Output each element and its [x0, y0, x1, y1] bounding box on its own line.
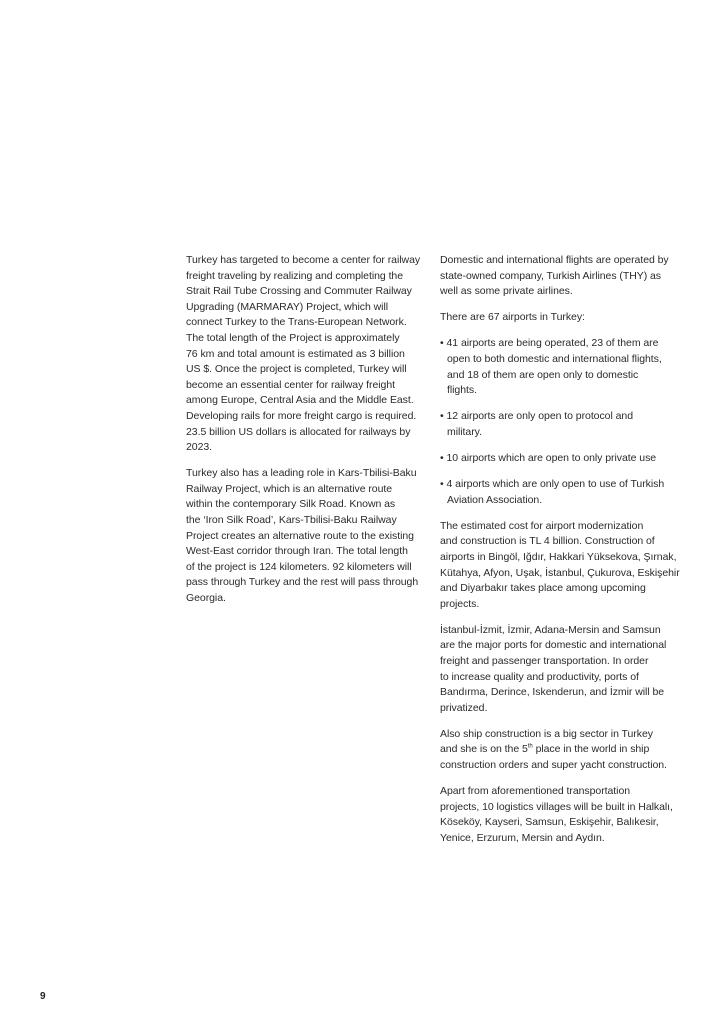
text-line: and Diyarbakır takes place among upcoming	[440, 582, 646, 595]
text-line: Domestic and international flights are operated by	[440, 254, 669, 266]
text-line: There are 67 airports in Turkey:	[440, 311, 585, 324]
text-line: state-owned company, Turkish Airlines (THY) as	[440, 269, 662, 282]
bullet-item	[440, 451, 686, 467]
text-line: The estimated cost for airport modernization	[440, 519, 644, 532]
text-line: Developing rails for more freight cargo is required.	[186, 409, 417, 422]
bullet-line: flights.	[447, 384, 477, 397]
text-line: Railway Project, which is an alternative route	[186, 482, 393, 495]
text-line: become an essential center for railway freight	[186, 378, 395, 391]
text-line: of the project is 124 kilometers. 92 kilometers will	[186, 560, 412, 573]
text-fragment: and she is on the 5	[440, 743, 528, 756]
text-line: projects, 10 logistics villages will be built in Halkalı,	[440, 800, 673, 813]
text-line: the ‘Iron Silk Road’, Kars-Tbilisi-Baku Railway	[186, 514, 397, 526]
bullet-line: • 12 airports are only open to protocol and	[440, 410, 633, 423]
text-line: within the contemporary Silk Road. Known as	[186, 498, 396, 511]
text-line: Project creates an alternative route to the existing	[186, 529, 414, 542]
text-line: airports in Bingöl, Iğdır, Hakkari Yüksekova, Şırnak,	[440, 550, 677, 563]
bullet-line: • 41 airports are being operated, 23 of them are	[440, 337, 659, 350]
text-line: pass through Turkey and the rest will pass through	[186, 576, 419, 589]
right-column	[440, 253, 686, 857]
text-line: well as some private airlines.	[440, 285, 573, 298]
text-line: US $. Once the project is completed, Turkey will	[186, 363, 407, 376]
silk-road-paragraph	[186, 466, 432, 606]
text-line: freight traveling by realizing and completing the	[186, 269, 404, 282]
text-line: West-East corridor through Iran. The total length	[186, 545, 408, 558]
ordinal-superscript: th	[527, 743, 533, 750]
text-line: Turkey also has a leading role in Kars-Tbilisi-Baku	[186, 467, 417, 480]
airlines-paragraph	[440, 253, 686, 300]
text-line: to increase quality and productivity, ports of	[440, 670, 639, 683]
bullet-line: • 10 airports which are open to only private use	[440, 451, 657, 464]
airport-cost-paragraph	[440, 519, 686, 613]
text-line: projects.	[440, 597, 480, 610]
page-number: 9	[40, 991, 46, 1002]
text-line: Upgrading (MARMARAY) Project, which will	[186, 300, 389, 313]
bullet-item	[440, 477, 686, 508]
text-line: The total length of the Project is approximately	[186, 331, 400, 344]
text-line: construction orders and super yacht construction.	[440, 759, 667, 772]
bullet-line: open to both domestic and international flights,	[447, 352, 662, 365]
bullet-item	[440, 336, 686, 398]
text-line: connect Turkey to the Trans-European Network.	[186, 316, 407, 329]
text-line: 23.5 billion US dollars is allocated for railways by	[186, 425, 411, 438]
text-fragment: place in the world in ship	[532, 743, 650, 756]
text-line: Bandırma, Derince, Iskenderun, and İzmir will be	[440, 686, 665, 699]
bullet-line: and 18 of them are open only to domestic	[447, 368, 639, 381]
text-line	[440, 742, 686, 758]
text-line: 2023.	[186, 441, 213, 454]
text-line: Also ship construction is a big sector in Turkey	[440, 727, 653, 740]
text-line: Yenice, Erzurum, Mersin and Aydın.	[440, 831, 605, 844]
left-column	[186, 253, 432, 617]
text-line: and construction is TL 4 billion. Construction of	[440, 535, 655, 548]
ports-paragraph	[440, 623, 686, 717]
text-line: İstanbul-İzmit, İzmir, Adana-Mersin and Samsun	[440, 623, 661, 636]
ship-construction-paragraph	[440, 727, 686, 774]
text-line: among Europe, Central Asia and the Middle East.	[186, 394, 414, 407]
text-line: Georgia.	[186, 591, 226, 604]
airports-count-paragraph	[440, 310, 686, 326]
bullet-line: military.	[447, 425, 482, 438]
bullet-item	[440, 409, 686, 440]
text-line: Strait Rail Tube Crossing and Commuter Railway	[186, 285, 412, 298]
text-line: Turkey has targeted to become a center for railway	[186, 254, 421, 266]
text-line: Apart from aforementioned transportation	[440, 785, 631, 798]
text-line: are the major ports for domestic and international	[440, 639, 667, 652]
railway-paragraph	[186, 253, 432, 456]
text-line: 76 km and total amount is estimated as 3 billion	[186, 347, 405, 360]
bullet-line: • 4 airports which are only open to use of Turkish	[440, 478, 665, 491]
bullet-line: Aviation Association.	[447, 493, 543, 506]
logistics-paragraph	[440, 784, 686, 846]
text-line: privatized.	[440, 701, 488, 714]
text-line: Köseköy, Kayseri, Samsun, Eskişehir, Balıkesir,	[440, 816, 659, 829]
text-line: freight and passenger transportation. In order	[440, 654, 649, 667]
text-line: Kütahya, Afyon, Uşak, İstanbul, Çukurova, Eskişehir	[440, 566, 680, 579]
